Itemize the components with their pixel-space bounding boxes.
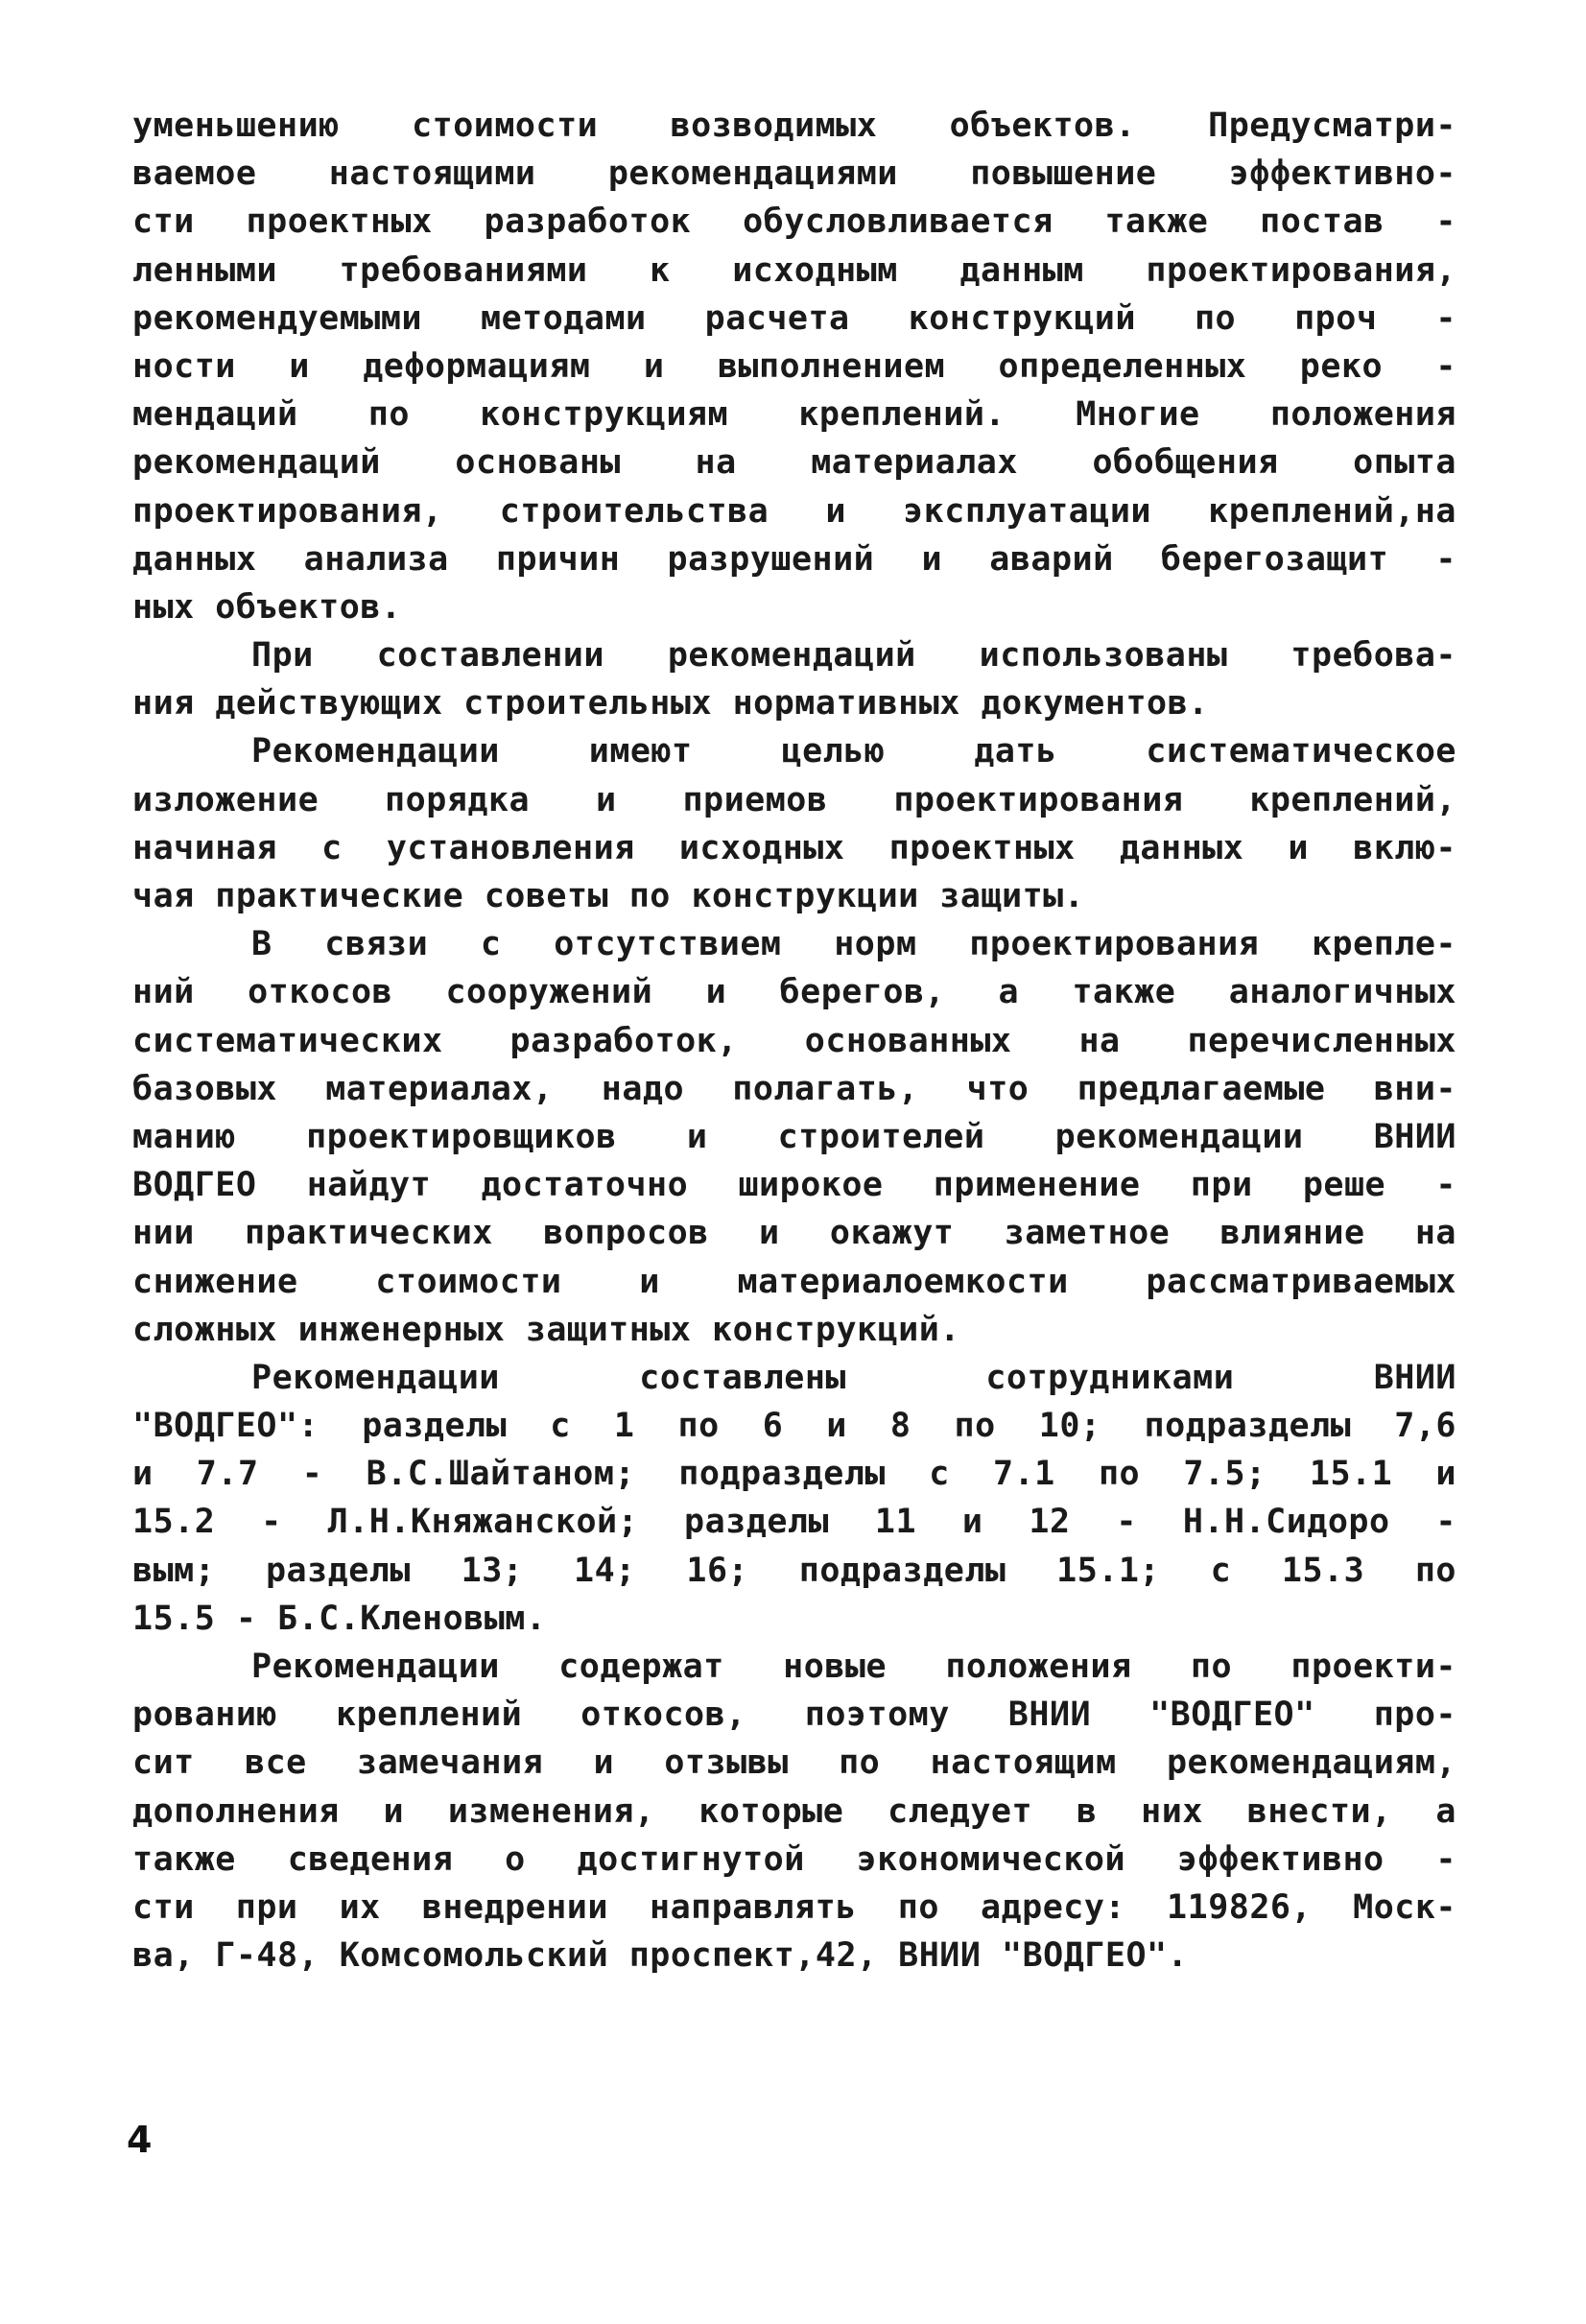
text-line: "ВОДГЕО": разделы с 1 по 6 и 8 по 10; подразделы 7,6 — [132, 1407, 1456, 1446]
text-line: базовых материалах, надо полагать, что предлагаемые вни- — [132, 1069, 1456, 1108]
text-line: систематических разработок, основанных на перечисленных — [132, 1021, 1456, 1060]
text-line: снижение стоимости и материалоемкости рассматриваемых — [132, 1262, 1456, 1301]
text-line: ленными требованиями к исходным данным проектирования, — [132, 250, 1456, 290]
text-line: сти проектных разработок обусловливается также постав - — [132, 202, 1456, 242]
paragraph — [132, 727, 1456, 920]
text-line: также сведения о достигнутой экономической эффективно - — [132, 1839, 1456, 1879]
text-line: рованию креплений откосов, поэтому ВНИИ "ВОДГЕО" про- — [132, 1696, 1456, 1735]
text-line: сит все замечания и отзывы по настоящим рекомендациям, — [132, 1743, 1456, 1783]
paragraph — [132, 631, 1456, 727]
text-line: вым; разделы 13; 14; 16; подразделы 15.1; с 15.3 по — [132, 1551, 1456, 1590]
text-line: проектирования, строительства и эксплуатации креплений,на — [132, 491, 1456, 531]
text-line: чая практические советы по конструкции защиты. — [132, 877, 1085, 915]
text-line: уменьшению стоимости возводимых объектов. Предусматри- — [132, 107, 1456, 145]
text-line: рекомендуемыми методами расчета конструкций по проч - — [132, 298, 1456, 338]
text-line: ва, Г-48, Комсомольский проспект,42, ВНИИ "ВОДГЕО". — [132, 1936, 1189, 1976]
text-line: данных анализа причин разрушений и аварий берегозащит - — [132, 539, 1456, 579]
text-line: Рекомендации содержат новые положения по проекти- — [251, 1648, 1456, 1686]
paragraph — [132, 102, 1456, 631]
text-line: 15.2 - Л.Н.Княжанской; разделы 11 и 12 - Н.Н.Сидоро - — [132, 1503, 1456, 1542]
text-line: 15.5 - Б.С.Кленовым. — [132, 1599, 547, 1638]
text-line: манию проектировщиков и строителей рекомендации ВНИИ — [132, 1117, 1456, 1156]
page-number: 4 — [127, 2119, 153, 2161]
text-line: нии практических вопросов и окажут заметное влияние на — [132, 1214, 1456, 1253]
text-line: и 7.7 - В.С.Шайтаном; подразделы с 7.1 по 7.5; 15.1 и — [132, 1455, 1456, 1494]
text-line: изложение порядка и приемов проектирования креплений, — [132, 780, 1456, 819]
text-line: начиная с установления исходных проектных данных и вклю- — [132, 828, 1456, 867]
text-line: Рекомендации имеют целью дать систематическое — [251, 732, 1456, 771]
body-text — [132, 102, 1456, 1980]
paragraph — [132, 1643, 1456, 1980]
text-line: ВОДГЕО найдут достаточно широкое применение при реше - — [132, 1166, 1456, 1205]
text-line: Рекомендации составлены сотрудниками ВНИИ — [251, 1358, 1456, 1397]
text-line: ний откосов сооружений и берегов, а также аналогичных — [132, 973, 1456, 1012]
paragraph — [132, 920, 1456, 1354]
text-line: сти при их внедрении направлять по адресу: 119826, Моск- — [132, 1887, 1456, 1927]
text-line: ния действующих строительных нормативных документов. — [132, 684, 1209, 723]
text-line: мендаций по конструкциям креплений. Многие положения — [132, 395, 1456, 435]
text-line: В связи с отсутствием норм проектирования крепле- — [251, 925, 1456, 964]
text-line: сложных инженерных защитных конструкций. — [132, 1310, 960, 1349]
text-line: рекомендаций основаны на материалах обобщения опыта — [132, 443, 1456, 483]
text-line: При составлении рекомендаций использованы требова- — [251, 636, 1456, 676]
text-line: ности и деформациям и выполнением определенных реко - — [132, 346, 1456, 386]
text-line: ных объектов. — [132, 587, 402, 627]
text-line: дополнения и изменения, которые следует в них внести, а — [132, 1791, 1456, 1831]
paragraph — [132, 1354, 1456, 1643]
text-line: ваемое настоящими рекомендациями повышение эффективно- — [132, 154, 1456, 194]
